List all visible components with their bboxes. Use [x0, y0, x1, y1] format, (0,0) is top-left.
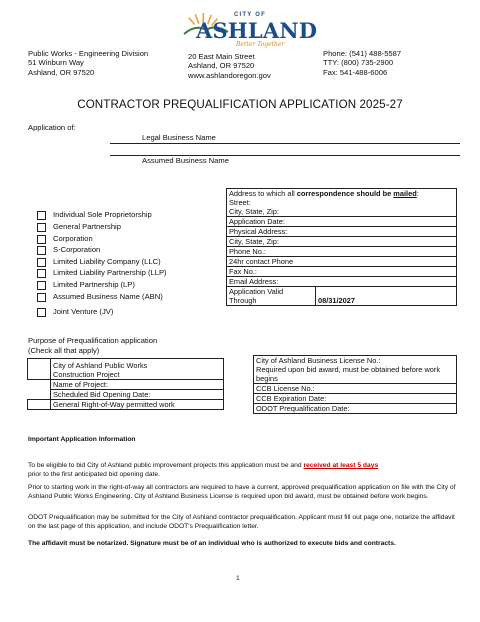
application-of-label: Application of: [28, 123, 76, 132]
checkbox[interactable] [37, 281, 46, 290]
bid-opening-field[interactable] [51, 390, 224, 400]
name-of-project-label: Name of Project: [53, 380, 109, 389]
entity-label: Limited Liability Company (LLC) [53, 257, 161, 266]
project-label-cell [51, 359, 224, 380]
logo-name: ASHLAND [196, 18, 318, 43]
header-phone: Phone: (541) 488-5587 [323, 49, 402, 58]
business-license-label: City of Ashland Business License No.: [256, 356, 381, 365]
application-date-field[interactable] [227, 217, 457, 227]
odot-prequal-field[interactable] [254, 404, 457, 414]
assumed-name-label: Assumed Business Name [142, 156, 229, 165]
header-street: 51 Winburn Way [28, 58, 84, 68]
permit-checkbox-cell[interactable] [28, 400, 51, 410]
info-paragraph-3: ODOT Prequalification may be submitted for the City of Ashland contractor prequalification. Applicant must fill out page one, notarize the affidavit on the last page of this application, and include ODOT's Prequalification letter. [28, 514, 455, 530]
info-paragraph-1 [28, 462, 456, 479]
permit-label-cell [51, 400, 224, 410]
project-label-2: Construction Project [53, 370, 120, 379]
business-license-field[interactable] [254, 356, 457, 384]
city-state-zip-label: City, State, Zip: [229, 237, 279, 246]
corr-bold: correspondence should be [296, 189, 394, 198]
checkbox[interactable] [37, 211, 46, 220]
info-p1-b: prior to the first anticipated bid opening date. [28, 470, 160, 478]
checkbox[interactable] [37, 235, 46, 244]
checkbox[interactable] [37, 246, 46, 255]
info-paragraph-2: Prior to starting work in the right-of-way all contractors are required to have a current, approved prequalification application on file with the City of Ashland Public Works Engineering. City of Ashland Business License is required upon bid award, must be obtained before work begins. [28, 484, 456, 500]
purpose-heading [28, 336, 157, 355]
valid-through-date: 08/31/2027 [316, 287, 457, 306]
purpose-heading-2: (Check all that apply) [28, 345, 100, 355]
entity-label: General Partnership [53, 222, 121, 231]
ccb-expiration-label: CCB Expiration Date: [256, 394, 327, 403]
header-dept: Public Works - Engineering Division [28, 49, 149, 58]
entity-label: Joint Venture (JV) [53, 307, 114, 316]
checkbox[interactable] [37, 258, 46, 267]
checkbox[interactable] [37, 293, 46, 302]
entity-label: Assumed Business Name (ABN) [53, 292, 163, 301]
corr-suffix: : [416, 189, 419, 198]
street-label: Street: [229, 198, 251, 207]
page-title: CONTRACTOR PREQUALIFICATION APPLICATION 2025-27 [77, 98, 403, 111]
business-license-note-2: begins [256, 374, 278, 383]
info-paragraph-4: The affidavit must be notarized. Signature must be of an individual who is authorized to execute bids and contracts. [28, 540, 396, 547]
legal-name-label: Legal Business Name [142, 133, 216, 142]
city-label: City, State, Zip: [229, 207, 279, 216]
application-date-label: Application Date: [229, 217, 285, 226]
phone-field[interactable] [227, 247, 457, 257]
physical-address-label: Physical Address: [229, 227, 288, 236]
info-p1-a: To be eligible to bid City of Ashland public improvement projects this application must be and [28, 462, 304, 469]
corr-prefix: Address to which all [229, 189, 297, 198]
checkbox[interactable] [37, 269, 46, 278]
odot-prequal-label: ODOT Prequalification Date: [256, 404, 350, 413]
physical-address-field[interactable] [227, 227, 457, 237]
ccb-license-label: CCB License No.: [256, 384, 315, 393]
city-logo [176, 12, 318, 48]
city-state-zip-field[interactable] [227, 237, 457, 247]
header-right [323, 49, 401, 77]
page-number: 1 [236, 575, 240, 582]
project-checkbox-cell[interactable] [28, 359, 51, 380]
valid-through-label-cell [227, 287, 316, 306]
project-label-1: City of Ashland Public Works [53, 361, 148, 370]
ccb-expiration-field[interactable] [254, 394, 457, 404]
entity-label: Limited Partnership (LP) [53, 280, 135, 289]
header-left [28, 49, 148, 77]
phone-label: Phone No.: [229, 247, 266, 256]
purpose-heading-1: Purpose of Prequalification application [28, 336, 158, 345]
fax-label: Fax No.: [229, 267, 257, 276]
header-website[interactable]: www.ashlandoregon.gov [188, 70, 271, 80]
license-table [253, 355, 457, 414]
address-form-table [226, 188, 457, 306]
bid-opening-label: Scheduled Bid Opening Date: [53, 390, 151, 399]
header-tty: TTY: (800) 735-2900 [323, 58, 394, 68]
business-license-note: Required upon bid award, must be obtained before work [256, 365, 441, 374]
contact24-label: 24hr contact Phone [229, 257, 294, 266]
entity-label: Limited Liability Partnership (LLP) [53, 268, 167, 277]
corr-underline: mailed [393, 189, 417, 198]
purpose-table [27, 358, 224, 410]
ccb-license-field[interactable] [254, 384, 457, 394]
permit-label: General Right-of-Way permitted work [53, 400, 175, 409]
valid-label-2: Through [229, 296, 257, 305]
entity-label: Corporation [53, 234, 93, 243]
email-label: Email Address: [229, 277, 279, 286]
header-middle [188, 52, 271, 80]
entity-label: Individual Sole Proprietorship [53, 210, 152, 219]
valid-label-1: Application Valid [229, 287, 284, 296]
contact24-field[interactable] [227, 257, 457, 267]
email-field[interactable] [227, 277, 457, 287]
entity-label: S-Corporation [53, 245, 101, 254]
header-fax: Fax: 541-488-6006 [323, 67, 388, 77]
checkbox[interactable] [37, 223, 46, 232]
header-city: Ashland, OR 97520 [28, 67, 95, 77]
info-heading: Important Application Information [28, 436, 136, 443]
info-p1-highlight: received at least 5 days [303, 462, 379, 469]
correspondence-cell[interactable] [227, 189, 457, 217]
logo-city-of: CITY OF [234, 12, 266, 18]
header-mid-street: 20 East Main Street [188, 52, 255, 61]
fax-field[interactable] [227, 267, 457, 277]
assumed-name-field[interactable] [110, 143, 460, 156]
header-mid-city: Ashland, OR 97520 [188, 61, 255, 71]
name-of-project-field[interactable] [51, 380, 224, 390]
logo-tagline: Better Together [236, 41, 285, 48]
checkbox[interactable] [37, 308, 46, 317]
